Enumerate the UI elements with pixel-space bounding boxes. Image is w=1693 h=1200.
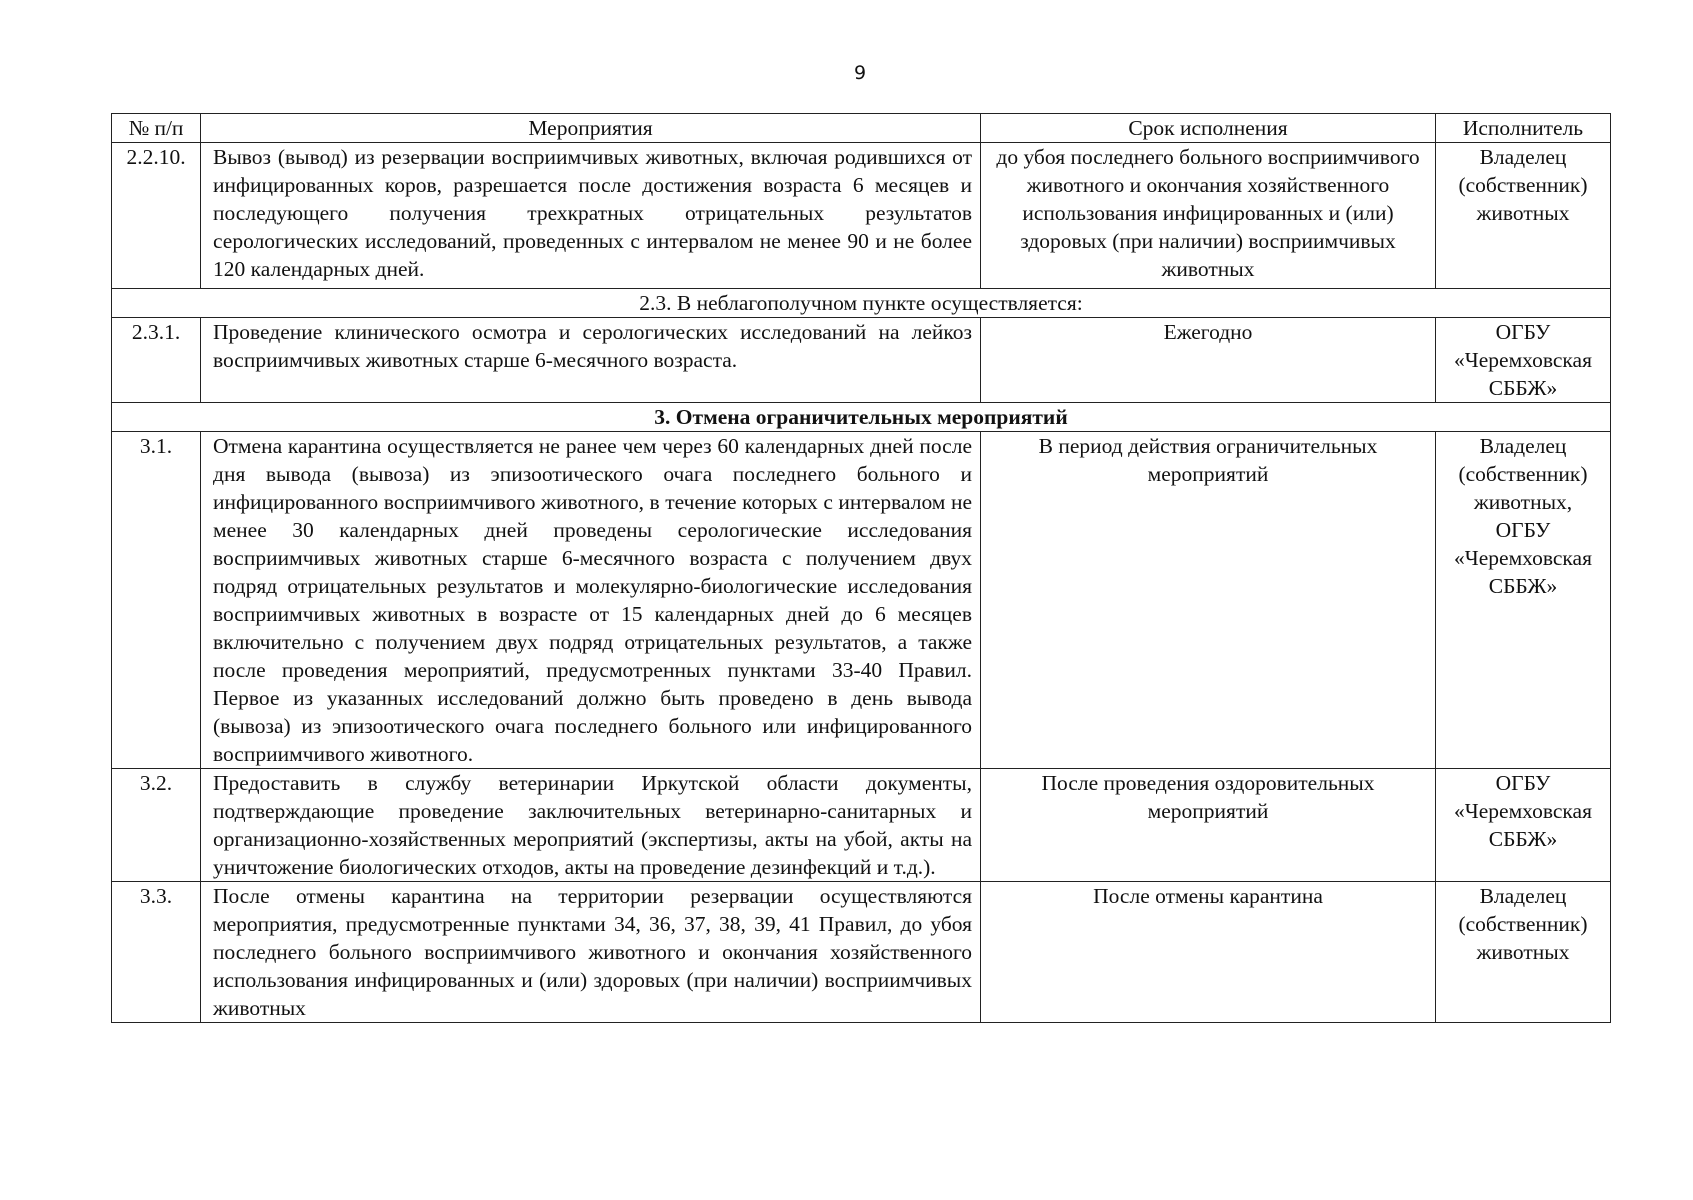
executor-line: животных — [1476, 940, 1570, 964]
executor-line: «Черемховская — [1454, 348, 1592, 372]
executor-line: (собственник) — [1458, 173, 1588, 197]
row-number: 2.3.1. — [112, 318, 201, 403]
table-row — [112, 143, 1611, 289]
executor-line: «Черемховская — [1454, 799, 1592, 823]
row-executor — [1436, 769, 1611, 882]
row-executor — [1436, 143, 1611, 289]
header-number: № п/п — [112, 114, 201, 143]
row-executor — [1436, 882, 1611, 1023]
executor-line: СББЖ» — [1488, 574, 1558, 598]
executor-line: (собственник) — [1458, 462, 1588, 486]
section-title: 3. Отмена ограничительных мероприятий — [112, 403, 1611, 432]
executor-line: животных — [1476, 201, 1570, 225]
executor-line: Владелец — [1479, 145, 1567, 169]
executor-line: (собственник) — [1458, 912, 1588, 936]
table-row — [112, 769, 1611, 882]
header-executor: Исполнитель — [1436, 114, 1611, 143]
executor-line: ОГБУ — [1495, 518, 1551, 542]
table-row — [112, 882, 1611, 1023]
table-header-row — [112, 114, 1611, 143]
row-description: Проведение клинического осмотра и серологических исследований на лейкоз восприимчивых животных старше 6-месячного возраста. — [201, 318, 981, 403]
executor-line: «Черемховская — [1454, 546, 1592, 570]
executor-line: животных, — [1473, 490, 1573, 514]
executor-line: СББЖ» — [1488, 827, 1558, 851]
row-deadline: После отмены карантина — [981, 882, 1436, 1023]
table-row — [112, 318, 1611, 403]
row-executor — [1436, 432, 1611, 769]
row-description: Отмена карантина осуществляется не ранее чем через 60 календарных дней после дня вывода (вывоза) из эпизоотического очага последнего больного и инфицированного восприимчивого животного, в течение которых с интервалом не менее 30 календарных дней проведены серологические исследования восприимчивых животных старше 6-месячного возраста с получением двух подряд отрицательных результатов и молекулярно-биологические исследования восприимчивых животных в возрасте от 15 календарных дней до 6 месяцев включительно с получением двух подряд отрицательных результатов, а также после проведения мероприятий, предусмотренных пунктами 33-40 Правил. Первое из указанных исследований должно быть проведено в день вывода (вывоза) из эпизоотического очага последнего больного или инфицированного восприимчивого животного. — [201, 432, 981, 769]
row-description: После отмены карантина на территории резервации осуществляются мероприятия, предусмотренные пунктами 34, 36, 37, 38, 39, 41 Правил, до убоя последнего больного восприимчивого животного и окончания хозяйственного использования инфицированных и (или) здоровых (при наличии) восприимчивых животных — [201, 882, 981, 1023]
row-deadline: После проведения оздоровительных мероприятий — [981, 769, 1436, 882]
header-measures: Мероприятия — [201, 114, 981, 143]
row-executor — [1436, 318, 1611, 403]
executor-line: Владелец — [1479, 434, 1567, 458]
measures-table — [111, 113, 1611, 1023]
row-description: Вывоз (вывод) из резервации восприимчивых животных, включая родившихся от инфицированных коров, разрешается после достижения возраста 6 месяцев и последующего получения трехкратных отрицательных результатов серологических исследований, проведенных с интервалом не менее 90 и не более 120 календарных дней. — [201, 143, 981, 289]
executor-line: ОГБУ — [1495, 771, 1551, 795]
row-description: Предоставить в службу ветеринарии Иркутской области документы, подтверждающие проведение заключительных ветеринарно-санитарных и организационно-хозяйственных мероприятий (экспертизы, акты на убой, акты на уничтожение биологических отходов, акты на проведение дезинфекций и т.д.). — [201, 769, 981, 882]
section-row — [112, 289, 1611, 318]
page-number: 9 — [853, 62, 867, 84]
row-number: 3.1. — [112, 432, 201, 769]
row-deadline: Ежегодно — [981, 318, 1436, 403]
row-number: 2.2.10. — [112, 143, 201, 289]
row-deadline: В период действия ограничительных мероприятий — [981, 432, 1436, 769]
header-deadline: Срок исполнения — [981, 114, 1436, 143]
executor-line: ОГБУ — [1495, 320, 1551, 344]
section-row — [112, 403, 1611, 432]
row-number: 3.2. — [112, 769, 201, 882]
row-number: 3.3. — [112, 882, 201, 1023]
section-title: 2.3. В неблагополучном пункте осуществляется: — [112, 289, 1611, 318]
row-deadline: до убоя последнего больного восприимчивого животного и окончания хозяйственного использования инфицированных и (или) здоровых (при наличии) восприимчивых животных — [981, 143, 1436, 289]
executor-line: СББЖ» — [1488, 376, 1558, 400]
table-row — [112, 432, 1611, 769]
executor-line: Владелец — [1479, 884, 1567, 908]
